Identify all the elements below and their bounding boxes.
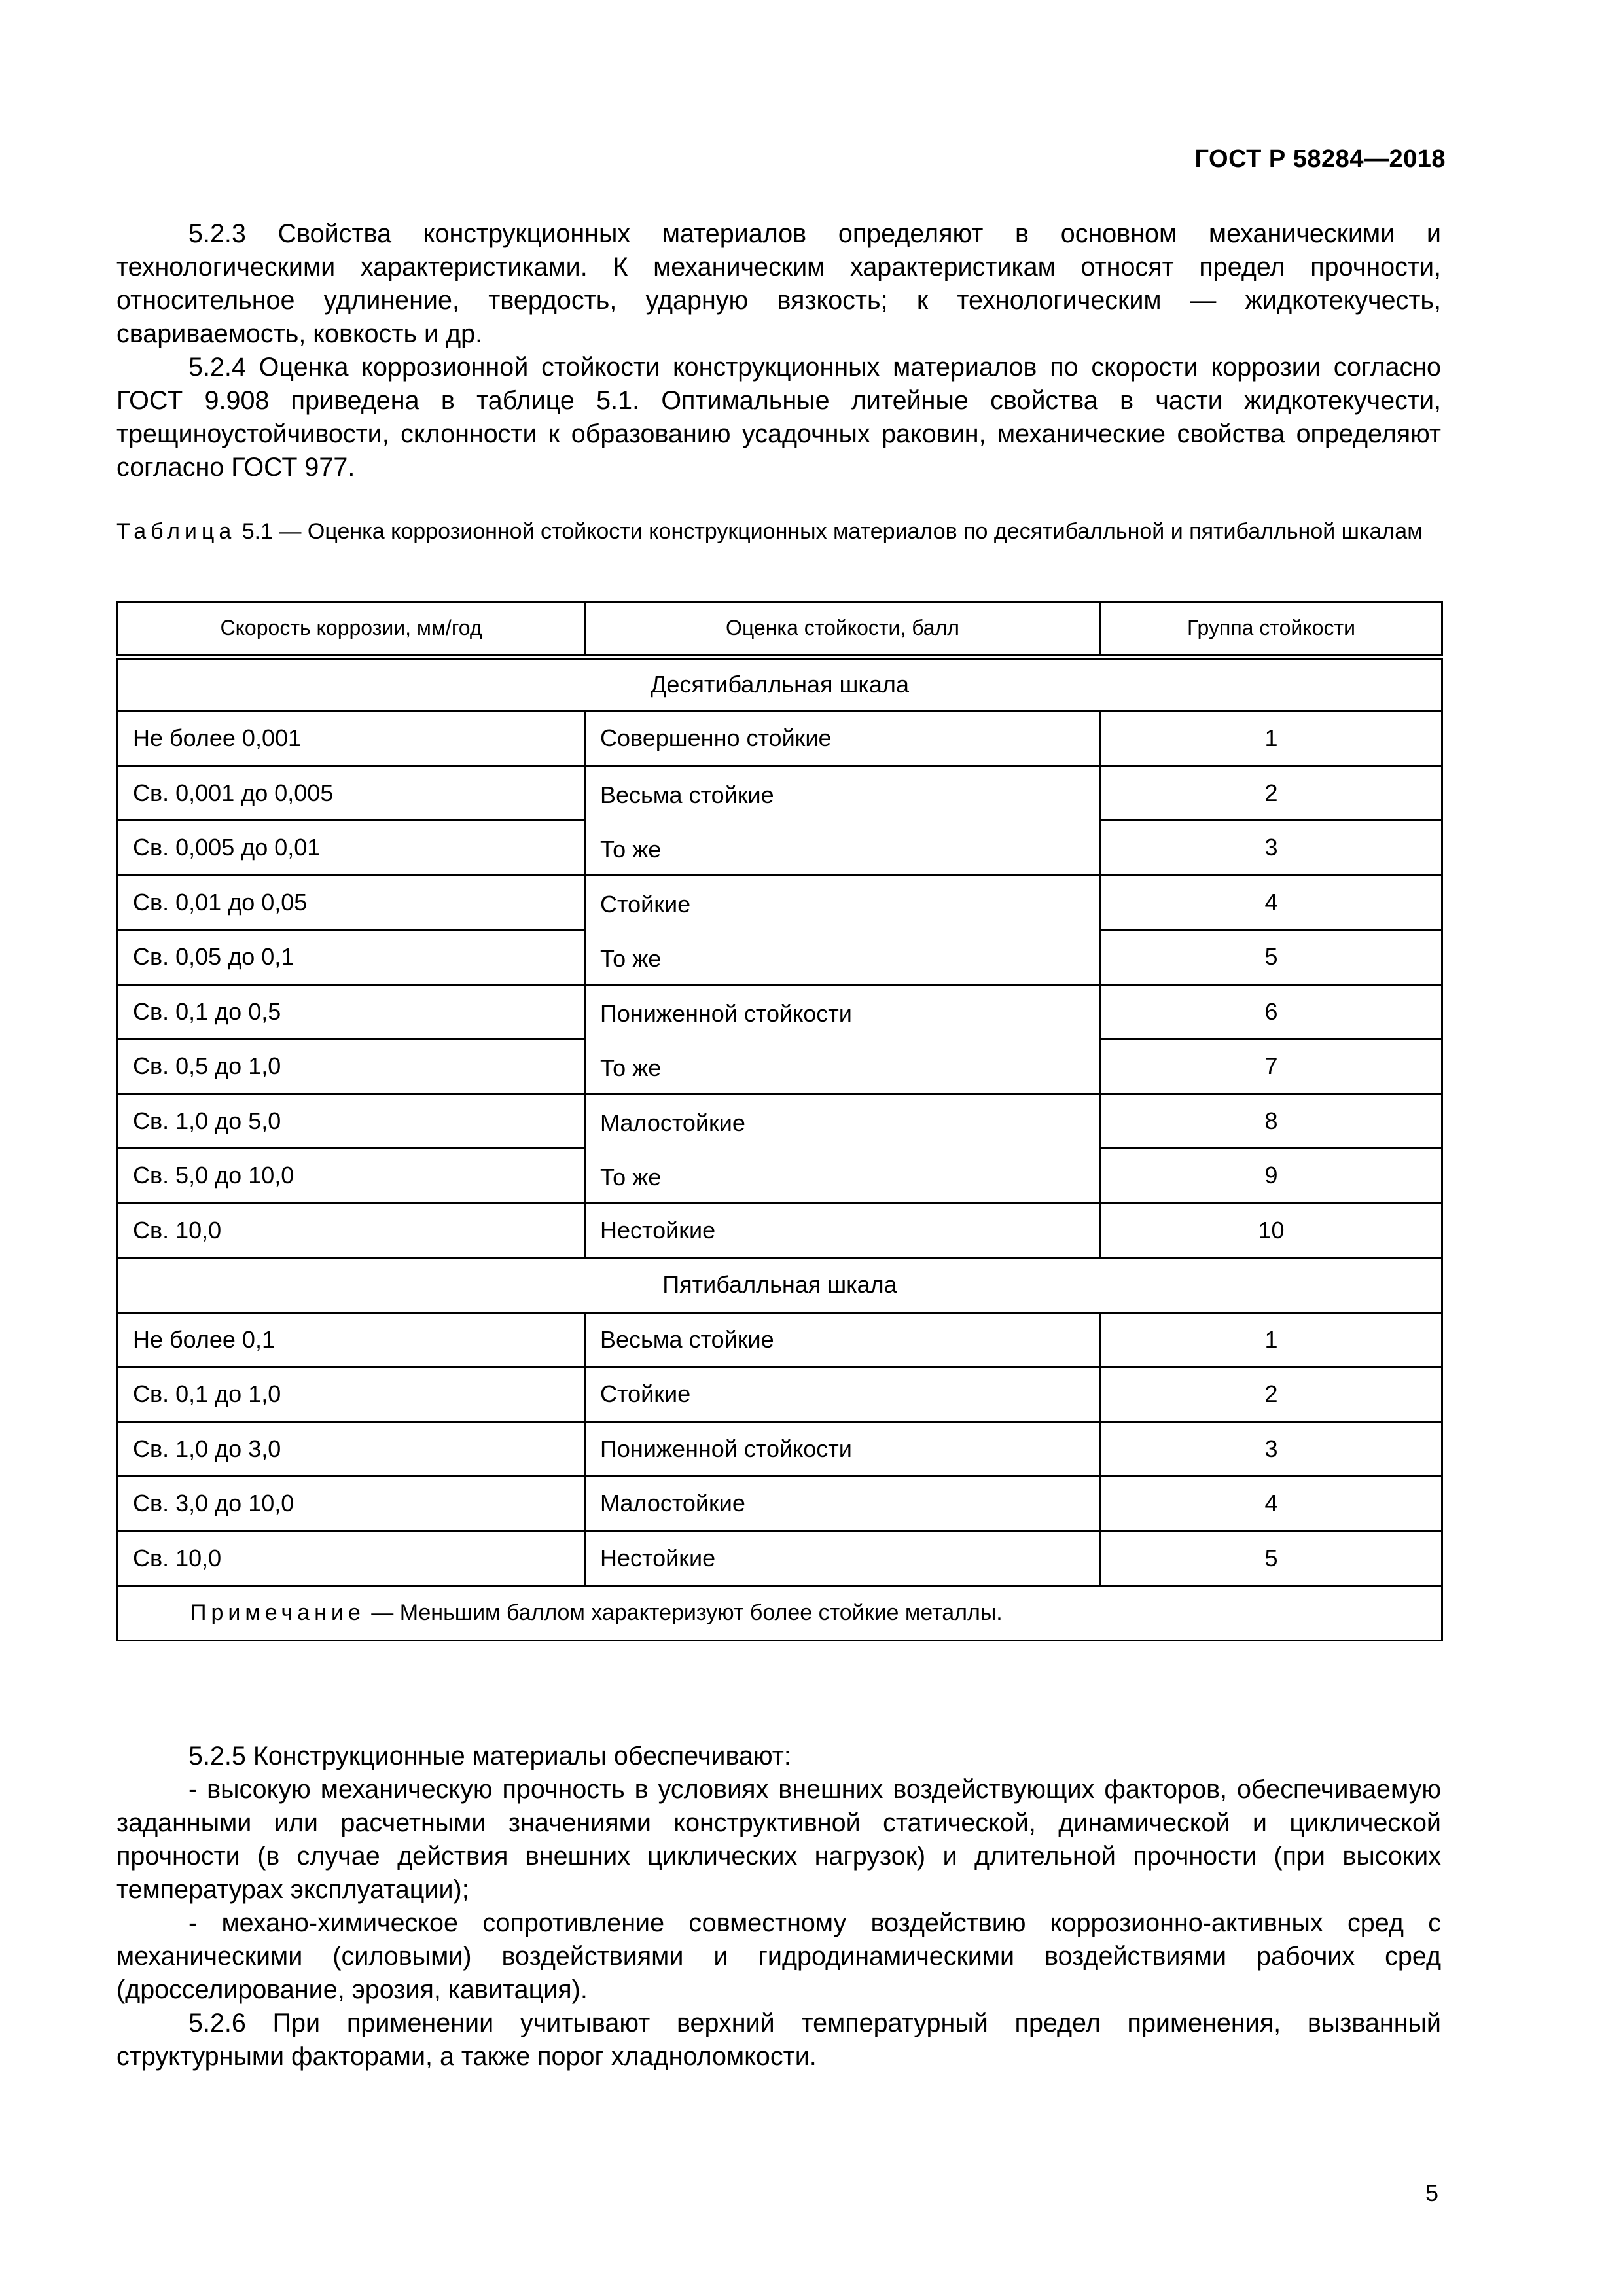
score-cell: [585, 1094, 1101, 1203]
note-text: — Меньшим баллом характеризуют более стойкие металлы.: [365, 1600, 1003, 1625]
group-cell: 1: [1101, 711, 1442, 766]
note-row: [118, 1586, 1442, 1641]
table-row: [118, 1422, 1442, 1477]
header-resistance-group: Группа стойкости: [1101, 602, 1442, 657]
score-text: Малостойкие: [600, 1109, 745, 1136]
section-five-point-scale: Пятибалльная шкала: [118, 1258, 1442, 1313]
score-cell: Пониженной стойкости: [585, 1422, 1101, 1477]
list-item-mechano-chemical: - механо-химическое сопротивление совместному воздействию коррозионно-активных сред с механическими (силовыми) воздействиями и гидродинамическими воздействиями рабочих сред (дросселирование, эрозия, кавитация).: [116, 1909, 1441, 2004]
group-cell: 4: [1101, 1477, 1442, 1532]
table-caption: [116, 517, 1441, 547]
score-cell: Малостойкие: [585, 1477, 1101, 1532]
table-row: [118, 711, 1442, 766]
table-header-row: [118, 602, 1442, 657]
group-cell: 2: [1101, 1367, 1442, 1422]
rate-cell: Св. 0,005 до 0,01: [118, 821, 585, 876]
group-cell: 4: [1101, 875, 1442, 930]
page-number: 5: [1425, 2179, 1438, 2206]
score-cell: Стойкие: [585, 1367, 1101, 1422]
table-caption-label: Таблица: [116, 519, 236, 544]
table-row: [118, 875, 1442, 930]
section-row: [118, 656, 1442, 711]
table-row: [118, 1203, 1442, 1258]
score-text: То же: [600, 1054, 662, 1081]
score-text: То же: [600, 1163, 662, 1191]
header-corrosion-rate: Скорость коррозии, мм/год: [118, 602, 585, 657]
rate-cell: Св. 0,1 до 0,5: [118, 984, 585, 1039]
score-cell: Совершенно стойкие: [585, 711, 1101, 766]
score-text: Весьма стойкие: [600, 781, 774, 808]
score-cell: Нестойкие: [585, 1531, 1101, 1586]
score-text: То же: [600, 944, 662, 972]
table-note: [118, 1586, 1442, 1641]
rate-cell: Не более 0,001: [118, 711, 585, 766]
score-cell: [585, 984, 1101, 1094]
table-row: [118, 766, 1442, 821]
note-label: Примечание: [190, 1600, 365, 1625]
group-cell: 1: [1101, 1312, 1442, 1367]
header-resistance-score: Оценка стойкости, балл: [585, 602, 1101, 657]
score-text: Стойкие: [600, 890, 691, 918]
score-text: Пониженной стойкости: [600, 999, 852, 1027]
paragraph-5-2-5: 5.2.5 Конструкционные материалы обеспечивают:: [188, 1742, 791, 1770]
group-cell: 5: [1101, 1531, 1442, 1586]
list-item-strength: - высокую механическую прочность в условиях внешних воздействующих факторов, обеспечиваемую заданными или расчетными значениями конструктивной статической, динамической и циклической прочности (в случае действия внешних циклических нагрузок) и длительной прочности (при высоких температурах эксплуатации);: [116, 1775, 1441, 1904]
paragraph-5-2-3: 5.2.3 Свойства конструкционных материалов определяют в основном механическими и технологическими характеристиками. К механическим характеристикам относят предел прочности, относительное удлинение, твердость, ударную вязкость; к технологическим — жидкотекучесть, свариваемость, ковкость и др.: [116, 219, 1441, 348]
group-cell: 5: [1101, 930, 1442, 985]
rate-cell: Св. 10,0: [118, 1203, 585, 1258]
group-cell: 2: [1101, 766, 1442, 821]
corrosion-resistance-table: [116, 601, 1443, 1641]
rate-cell: Св. 0,01 до 0,05: [118, 875, 585, 930]
score-text: То же: [600, 835, 662, 863]
rate-cell: Св. 0,5 до 1,0: [118, 1039, 585, 1094]
rate-cell: Св. 0,001 до 0,005: [118, 766, 585, 821]
table-row: [118, 1477, 1442, 1532]
rate-cell: Св. 1,0 до 5,0: [118, 1094, 585, 1149]
group-cell: 8: [1101, 1094, 1442, 1149]
table-row: [118, 1531, 1442, 1586]
tail-text: [116, 1740, 1441, 2073]
section-row: [118, 1258, 1442, 1313]
score-cell: Весьма стойкие: [585, 1312, 1101, 1367]
section-ten-point-scale: Десятибалльная шкала: [118, 656, 1442, 711]
score-cell: [585, 875, 1101, 984]
score-cell: Нестойкие: [585, 1203, 1101, 1258]
rate-cell: Св. 1,0 до 3,0: [118, 1422, 585, 1477]
rate-cell: Св. 10,0: [118, 1531, 585, 1586]
rate-cell: Св. 0,05 до 0,1: [118, 930, 585, 985]
rate-cell: Св. 3,0 до 10,0: [118, 1477, 585, 1532]
group-cell: 7: [1101, 1039, 1442, 1094]
group-cell: 9: [1101, 1149, 1442, 1204]
paragraph-5-2-6: 5.2.6 При применении учитывают верхний температурный предел применения, вызванный структурными факторами, а также порог хладноломкости.: [116, 2009, 1441, 2071]
table-row: [118, 1312, 1442, 1367]
table-caption-text: 5.1 — Оценка коррозионной стойкости конструкционных материалов по десятибалльной и пятибалльной шкалам: [241, 519, 1423, 544]
paragraph-5-2-4: 5.2.4 Оценка коррозионной стойкости конструкционных материалов по скорости коррозии согласно ГОСТ 9.908 приведена в таблице 5.1. Оптимальные литейные свойства в части жидкотекучести, трещиноустойчивости, склонности к образованию усадочных раковин, механические свойства определяют согласно ГОСТ 977.: [116, 353, 1441, 482]
table-row: [118, 1094, 1442, 1149]
group-cell: 3: [1101, 821, 1442, 876]
score-cell: [585, 766, 1101, 875]
group-cell: 6: [1101, 984, 1442, 1039]
table-row: [118, 984, 1442, 1039]
document-code: ГОСТ Р 58284—2018: [1194, 145, 1446, 173]
rate-cell: Св. 5,0 до 10,0: [118, 1149, 585, 1204]
rate-cell: Св. 0,1 до 1,0: [118, 1367, 585, 1422]
rate-cell: Не более 0,1: [118, 1312, 585, 1367]
table-row: [118, 1367, 1442, 1422]
group-cell: 10: [1101, 1203, 1442, 1258]
intro-text: [116, 217, 1441, 484]
group-cell: 3: [1101, 1422, 1442, 1477]
